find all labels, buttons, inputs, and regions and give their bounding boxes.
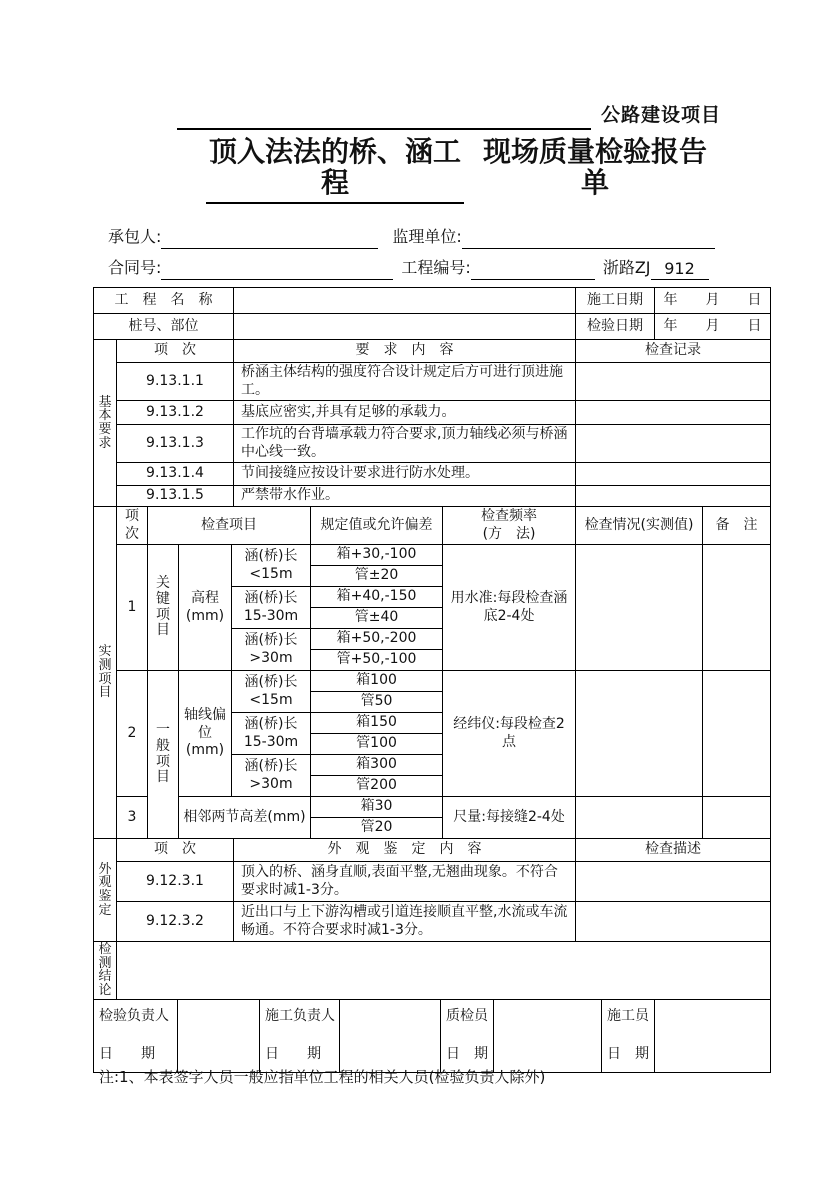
item-number: 9.13.1.3 [117, 425, 234, 463]
signature-date-label: 日 期 [607, 1046, 649, 1063]
signature-role-inner [604, 1004, 652, 1068]
frequency-cell: 尺量:每接缝2-4处 [443, 797, 576, 839]
signature-date-label: 日 期 [265, 1046, 321, 1063]
construction-date-label: 施工日期 [576, 288, 655, 314]
measured-col-item: 项次 [117, 507, 148, 545]
measured-col-remark: 备 注 [703, 507, 771, 545]
signature-role-inner [262, 1004, 337, 1068]
requirement-content: 桥涵主体结构的强度符合设计规定后方可进行顶进施工。 [234, 363, 576, 401]
tolerance-value: 管+50,-100 [311, 650, 443, 671]
range-label-cell [232, 587, 311, 629]
measured-col-check: 检查项目 [148, 507, 311, 545]
signature-role-cell [441, 999, 494, 1072]
table-row [94, 671, 771, 692]
table-row [94, 507, 771, 545]
result-cell [576, 671, 703, 797]
supervisor-input-line [462, 228, 715, 249]
group-number: 2 [117, 671, 148, 797]
appearance-col-item: 项 次 [117, 839, 234, 862]
table-row [94, 401, 771, 425]
tolerance-value: 箱100 [311, 671, 443, 692]
appearance-content: 顶入的桥、涵身直顺,表面平整,无翘曲现象。不符合要求时减1-3分。 [234, 862, 576, 902]
field-row-1 [108, 224, 715, 249]
appearance-table [93, 838, 771, 942]
range-label-line1: 涵(桥)长 [244, 716, 298, 732]
tolerance-value: 箱+30,-100 [311, 545, 443, 566]
info-table [93, 287, 771, 340]
range-label-cell [232, 713, 311, 755]
form-title-left: 顶入法法的桥、涵工程 [206, 136, 464, 204]
contractor-input-line [161, 228, 378, 249]
contract-no-input-line [161, 259, 393, 280]
tolerance-value: 箱300 [311, 755, 443, 776]
basic-requirements-table [93, 339, 771, 507]
form-title [206, 136, 718, 204]
frequency-cell: 经纬仪:每段检查2点 [443, 671, 576, 797]
signature-role: 施工负责人 [265, 1007, 335, 1024]
field-row-2 [108, 255, 709, 280]
table-row [94, 902, 771, 942]
station-part-value [234, 314, 576, 340]
tolerance-value: 管50 [311, 692, 443, 713]
range-label-cell [232, 545, 311, 587]
result-cell [576, 545, 703, 671]
frequency-header-line1: 检查频率 [481, 508, 538, 524]
table-row [94, 999, 771, 1072]
range-label-line1: 涵(桥)长 [244, 590, 298, 606]
appearance-col-desc: 检查描述 [576, 839, 771, 862]
tolerance-value: 管±20 [311, 566, 443, 587]
check-record-cell [576, 363, 771, 401]
frequency-cell: 用水准:每段检查涵底2-4处 [443, 545, 576, 671]
group-name: 相邻两节高差(mm) [179, 797, 311, 839]
tolerance-value: 箱150 [311, 713, 443, 734]
check-desc-cell [576, 902, 771, 942]
signature-role-cell [260, 999, 340, 1072]
doc-code-prefix: 浙路ZJ [602, 258, 651, 277]
item-number: 9.13.1.1 [117, 363, 234, 401]
range-label-line1: 涵(桥)长 [244, 674, 298, 690]
tolerance-value: 管100 [311, 734, 443, 755]
project-no-input-line [471, 259, 595, 280]
table-row [94, 486, 771, 507]
check-record-cell [576, 463, 771, 486]
check-desc-cell [576, 862, 771, 902]
inspection-date-value: 年 月 日 [655, 314, 771, 340]
range-label-line2: 15-30m [243, 607, 299, 624]
range-label-line2: 15-30m [243, 733, 299, 750]
tolerance-value: 箱+40,-150 [311, 587, 443, 608]
measured-col-tolerance: 规定值或允许偏差 [311, 507, 443, 545]
group-number: 3 [117, 797, 148, 839]
signature-space [178, 999, 260, 1072]
tolerance-value: 箱30 [311, 797, 443, 818]
appearance-col-content: 外 观 鉴 定 内 容 [234, 839, 576, 862]
appearance-content: 近出口与上下游沟槽或引道连接顺直平整,水流或车流畅通。不符合要求时减1-3分。 [234, 902, 576, 942]
signature-role-cell [602, 999, 655, 1072]
table-row [94, 797, 771, 818]
table-row [94, 425, 771, 463]
range-label-cell [232, 629, 311, 671]
contractor-label: 承包人: [108, 227, 162, 246]
appearance-section-label: 外观鉴定 [94, 839, 117, 942]
inspection-table [93, 287, 770, 1073]
form-title-right: 现场质量检验报告单 [482, 135, 707, 200]
signature-space [340, 999, 441, 1072]
header-rule [177, 128, 591, 130]
station-part-label: 桩号、部位 [94, 314, 234, 340]
item-number: 9.13.1.4 [117, 463, 234, 486]
tolerance-value: 箱+50,-200 [311, 629, 443, 650]
table-row [94, 463, 771, 486]
item-number: 9.12.3.2 [117, 902, 234, 942]
project-type-label: 公路建设项目 [601, 104, 722, 126]
range-label-cell [232, 755, 311, 797]
requirement-content: 严禁带水作业。 [234, 486, 576, 507]
remark-cell [703, 545, 771, 671]
signature-role: 检验负责人 [99, 1007, 169, 1024]
project-no-label: 工程编号: [401, 258, 471, 277]
table-row [94, 545, 771, 566]
measured-items-table [93, 506, 771, 839]
check-record-cell [576, 401, 771, 425]
doc-code-number: 912 [651, 259, 709, 280]
signature-table [93, 999, 771, 1073]
signature-role-inner [96, 1004, 175, 1068]
group-number: 1 [117, 545, 148, 671]
tolerance-value: 管200 [311, 776, 443, 797]
range-label-line2: >30m [249, 649, 293, 666]
range-label-line2: >30m [249, 775, 293, 792]
range-label-line1: 涵(桥)长 [244, 632, 298, 648]
group-category: 关键项目 [148, 545, 179, 671]
measured-col-result: 检查情况(实测值) [576, 507, 703, 545]
table-row [94, 942, 771, 1000]
inspection-date-label: 检验日期 [576, 314, 655, 340]
frequency-header-line2: (方 法) [482, 525, 536, 542]
signature-space [494, 999, 602, 1072]
table-row [94, 288, 771, 314]
signature-role: 质检员 [446, 1007, 488, 1024]
signature-role: 施工员 [607, 1007, 649, 1024]
item-number: 9.13.1.5 [117, 486, 234, 507]
signature-date-label: 日 期 [99, 1046, 155, 1063]
requirement-content: 基底应密实,并具有足够的承载力。 [234, 401, 576, 425]
group-category: 一般项目 [148, 671, 179, 839]
requirement-content: 工作坑的台背墙承载力符合要求,顶力轴线必须与桥涵中心线一致。 [234, 425, 576, 463]
footnote: 注:1、本表签字人员一般应指单位工程的相关人员(检验负责人除外) [99, 1068, 546, 1086]
conclusion-section-label: 检测结论 [94, 942, 117, 1000]
measured-col-frequency [443, 507, 576, 545]
table-row [94, 862, 771, 902]
table-row [94, 363, 771, 401]
remark-cell [703, 797, 771, 839]
table-row [94, 340, 771, 363]
range-label-line2: <15m [249, 691, 293, 708]
check-record-cell [576, 486, 771, 507]
construction-date-value: 年 月 日 [655, 288, 771, 314]
basic-col-item: 项 次 [117, 340, 234, 363]
measured-section-label: 实测项目 [94, 507, 117, 839]
table-row [94, 839, 771, 862]
group-name: 轴线偏位(mm) [179, 671, 232, 797]
signature-space [655, 999, 771, 1072]
tolerance-value: 管20 [311, 818, 443, 839]
project-name-label: 工 程 名 称 [94, 288, 234, 314]
supervisor-label: 监理单位: [392, 227, 462, 246]
basic-col-record: 检查记录 [576, 340, 771, 363]
result-cell [576, 797, 703, 839]
project-name-value [234, 288, 576, 314]
group-name: 高程(mm) [179, 545, 232, 671]
range-label-line2: <15m [249, 565, 293, 582]
basic-col-content: 要 求 内 容 [234, 340, 576, 363]
contract-no-label: 合同号: [108, 258, 162, 277]
range-label-cell [232, 671, 311, 713]
conclusion-table [93, 941, 771, 1000]
item-number: 9.13.1.2 [117, 401, 234, 425]
range-label-line1: 涵(桥)长 [244, 548, 298, 564]
item-number: 9.12.3.1 [117, 862, 234, 902]
requirement-content: 节间接缝应按设计要求进行防水处理。 [234, 463, 576, 486]
signature-date-label: 日 期 [446, 1046, 488, 1063]
range-label-line1: 涵(桥)长 [244, 758, 298, 774]
tolerance-value: 管±40 [311, 608, 443, 629]
signature-role-cell [94, 999, 178, 1072]
check-record-cell [576, 425, 771, 463]
signature-role-inner [443, 1004, 491, 1068]
table-row [94, 314, 771, 340]
remark-cell [703, 671, 771, 797]
basic-section-label: 基本要求 [94, 340, 117, 507]
conclusion-value [117, 942, 771, 1000]
